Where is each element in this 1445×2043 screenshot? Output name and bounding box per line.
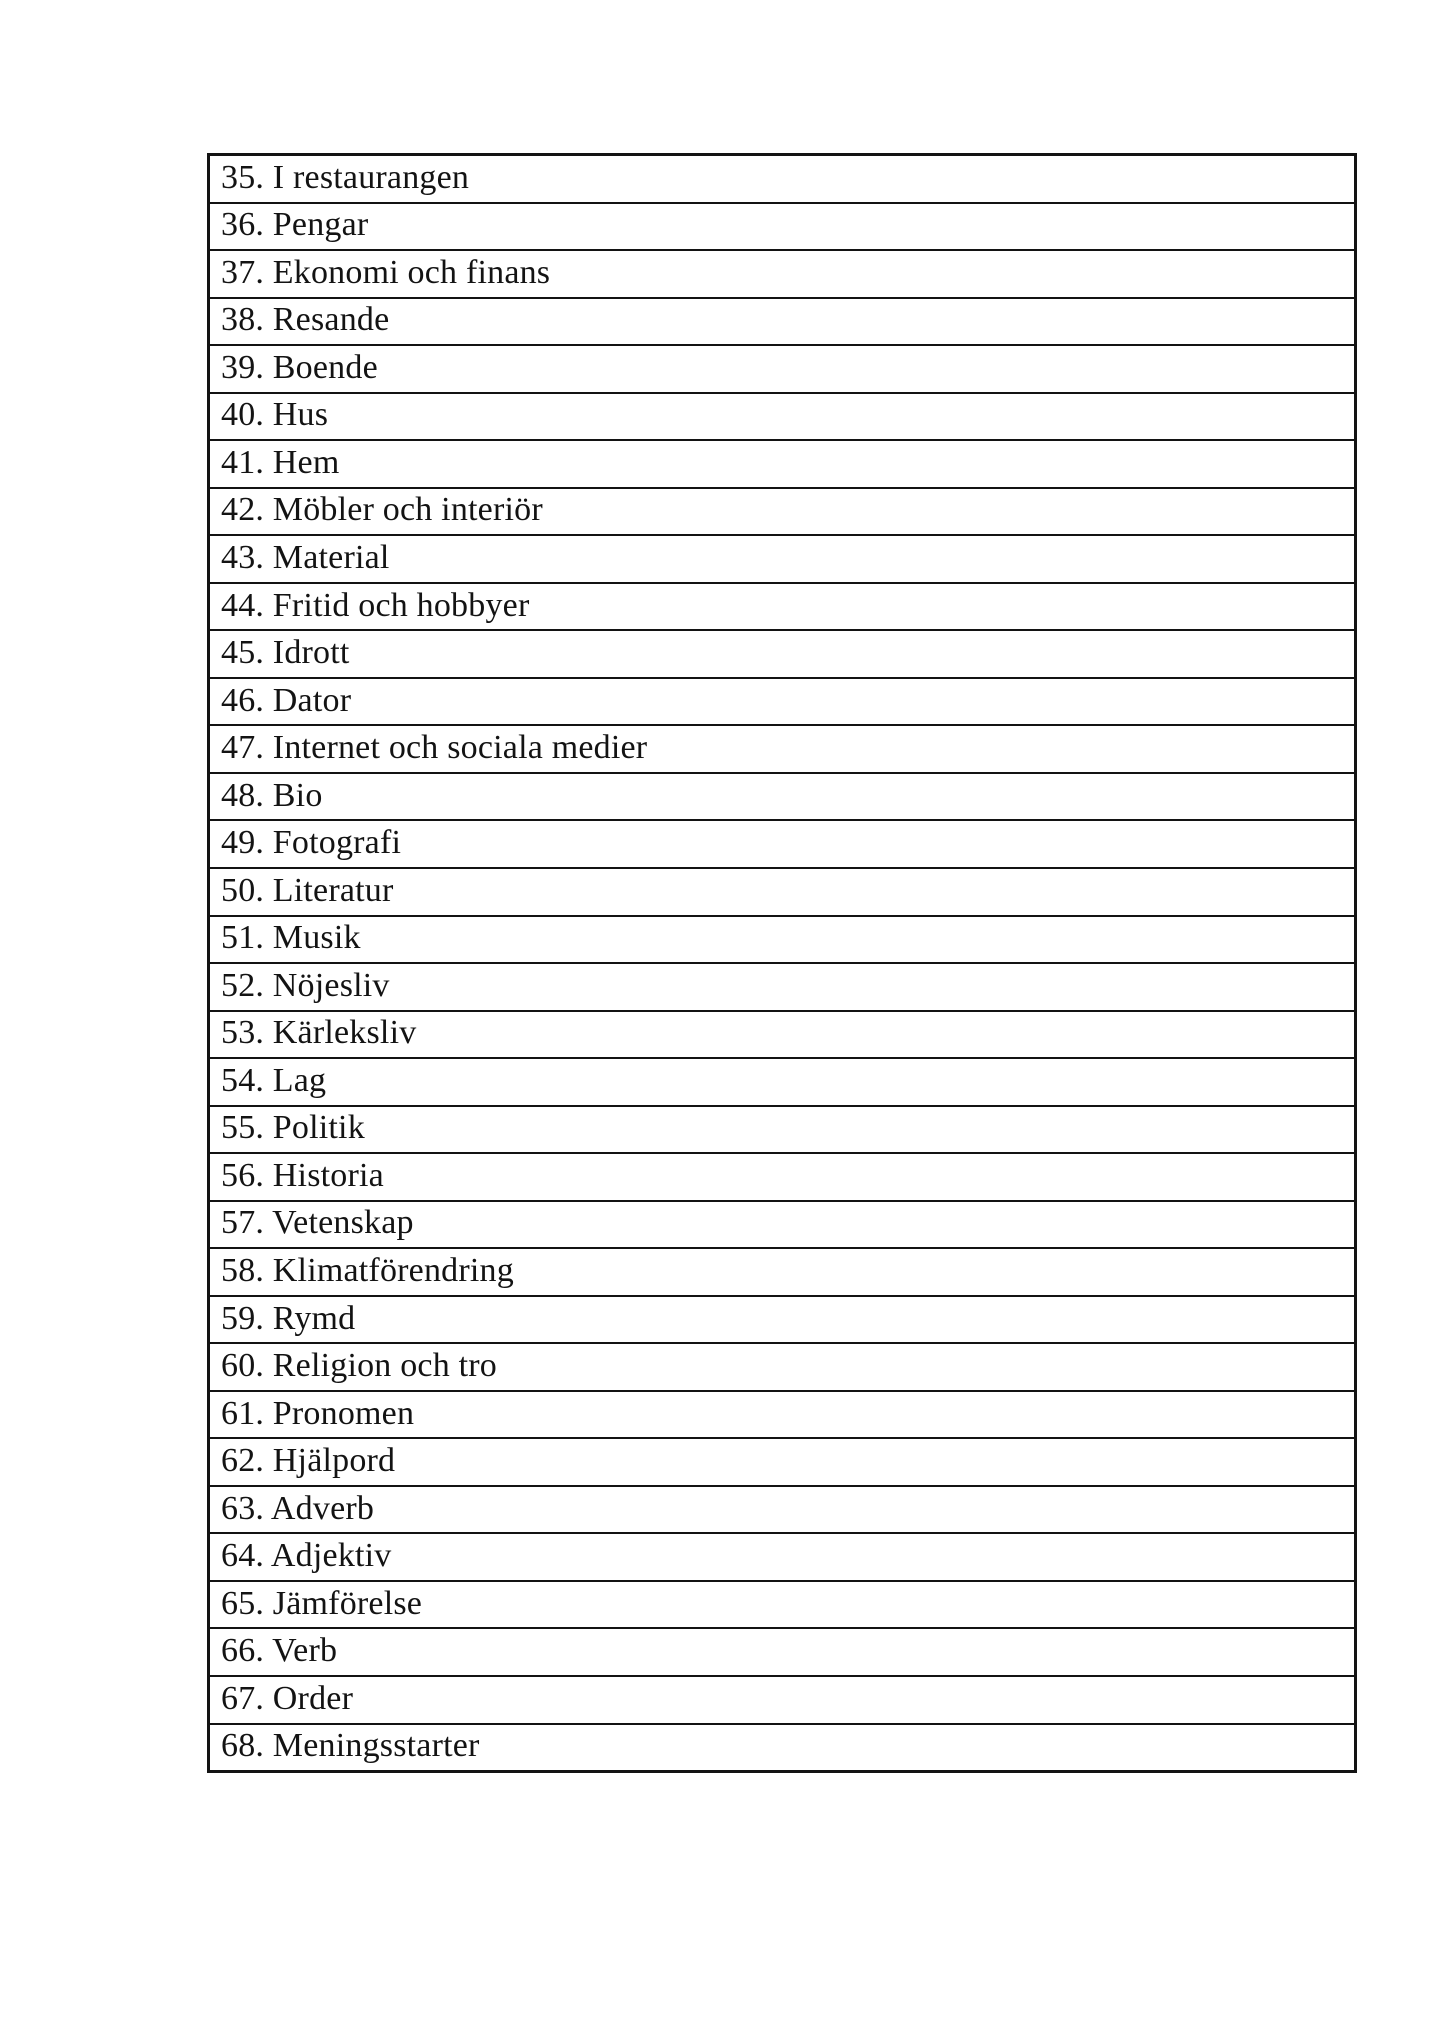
entry-text: 41. Hem xyxy=(221,443,340,481)
list-item xyxy=(210,1390,1354,1438)
list-item xyxy=(210,582,1354,630)
list-item xyxy=(210,1295,1354,1343)
entry-text: 47. Internet och sociala medier xyxy=(221,729,648,767)
entry-text: 55. Politik xyxy=(221,1109,365,1147)
entry-text: 50. Literatur xyxy=(221,871,394,909)
list-item xyxy=(210,1200,1354,1248)
entry-text: 54. Lag xyxy=(221,1061,327,1099)
list-item xyxy=(210,1580,1354,1628)
entry-text: 68. Meningsstarter xyxy=(221,1727,480,1765)
entry-text: 60. Religion och tro xyxy=(221,1347,497,1385)
entry-text: 35. I restaurangen xyxy=(221,158,470,196)
list-item xyxy=(210,297,1354,345)
list-item xyxy=(210,534,1354,582)
entry-text: 49. Fotografi xyxy=(221,824,402,862)
list-item xyxy=(210,867,1354,915)
list-item xyxy=(210,1485,1354,1533)
entry-text: 40. Hus xyxy=(221,396,329,434)
list-item xyxy=(210,156,1354,202)
entry-text: 36. Pengar xyxy=(221,206,369,244)
entry-text: 53. Kärleksliv xyxy=(221,1014,417,1052)
list-item xyxy=(210,1057,1354,1105)
entry-text: 43. Material xyxy=(221,539,390,577)
entry-text: 46. Dator xyxy=(221,681,352,719)
entry-text: 44. Fritid och hobbyer xyxy=(221,586,530,624)
entry-text: 67. Order xyxy=(221,1679,354,1717)
list-item xyxy=(210,1627,1354,1675)
list-item xyxy=(210,202,1354,250)
entry-text: 45. Idrott xyxy=(221,634,350,672)
list-item xyxy=(210,915,1354,963)
list-item xyxy=(210,439,1354,487)
entry-text: 52. Nöjesliv xyxy=(221,966,390,1004)
list-item xyxy=(210,1010,1354,1058)
entry-text: 57. Vetenskap xyxy=(221,1204,414,1242)
list-item xyxy=(210,1247,1354,1295)
entry-text: 63. Adverb xyxy=(221,1489,375,1527)
entry-text: 42. Möbler och interiör xyxy=(221,491,543,529)
list-item xyxy=(210,1152,1354,1200)
list-item xyxy=(210,1723,1354,1771)
entry-text: 65. Jämförelse xyxy=(221,1584,423,1622)
entry-text: 56. Historia xyxy=(221,1156,384,1194)
entry-text: 64. Adjektiv xyxy=(221,1537,392,1575)
entry-text: 61. Pronomen xyxy=(221,1394,415,1432)
list-item xyxy=(210,724,1354,772)
entry-text: 66. Verb xyxy=(221,1632,338,1670)
list-item xyxy=(210,249,1354,297)
entry-text: 39. Boende xyxy=(221,348,378,386)
list-item xyxy=(210,1532,1354,1580)
entry-text: 48. Bio xyxy=(221,776,323,814)
list-item xyxy=(210,344,1354,392)
list-item xyxy=(210,392,1354,440)
entry-text: 59. Rymd xyxy=(221,1299,356,1337)
list-item xyxy=(210,1342,1354,1390)
entry-text: 38. Resande xyxy=(221,301,390,339)
list-item xyxy=(210,819,1354,867)
list-item xyxy=(210,677,1354,725)
list-item xyxy=(210,1675,1354,1723)
list-item xyxy=(210,487,1354,535)
entry-text: 62. Hjälpord xyxy=(221,1442,396,1480)
table-of-contents xyxy=(207,153,1357,1773)
list-item xyxy=(210,962,1354,1010)
list-item xyxy=(210,1437,1354,1485)
entry-text: 58. Klimatförendring xyxy=(221,1251,514,1289)
entry-text: 37. Ekonomi och finans xyxy=(221,253,551,291)
list-item xyxy=(210,772,1354,820)
list-item xyxy=(210,1105,1354,1153)
entry-text: 51. Musik xyxy=(221,919,361,957)
list-item xyxy=(210,629,1354,677)
